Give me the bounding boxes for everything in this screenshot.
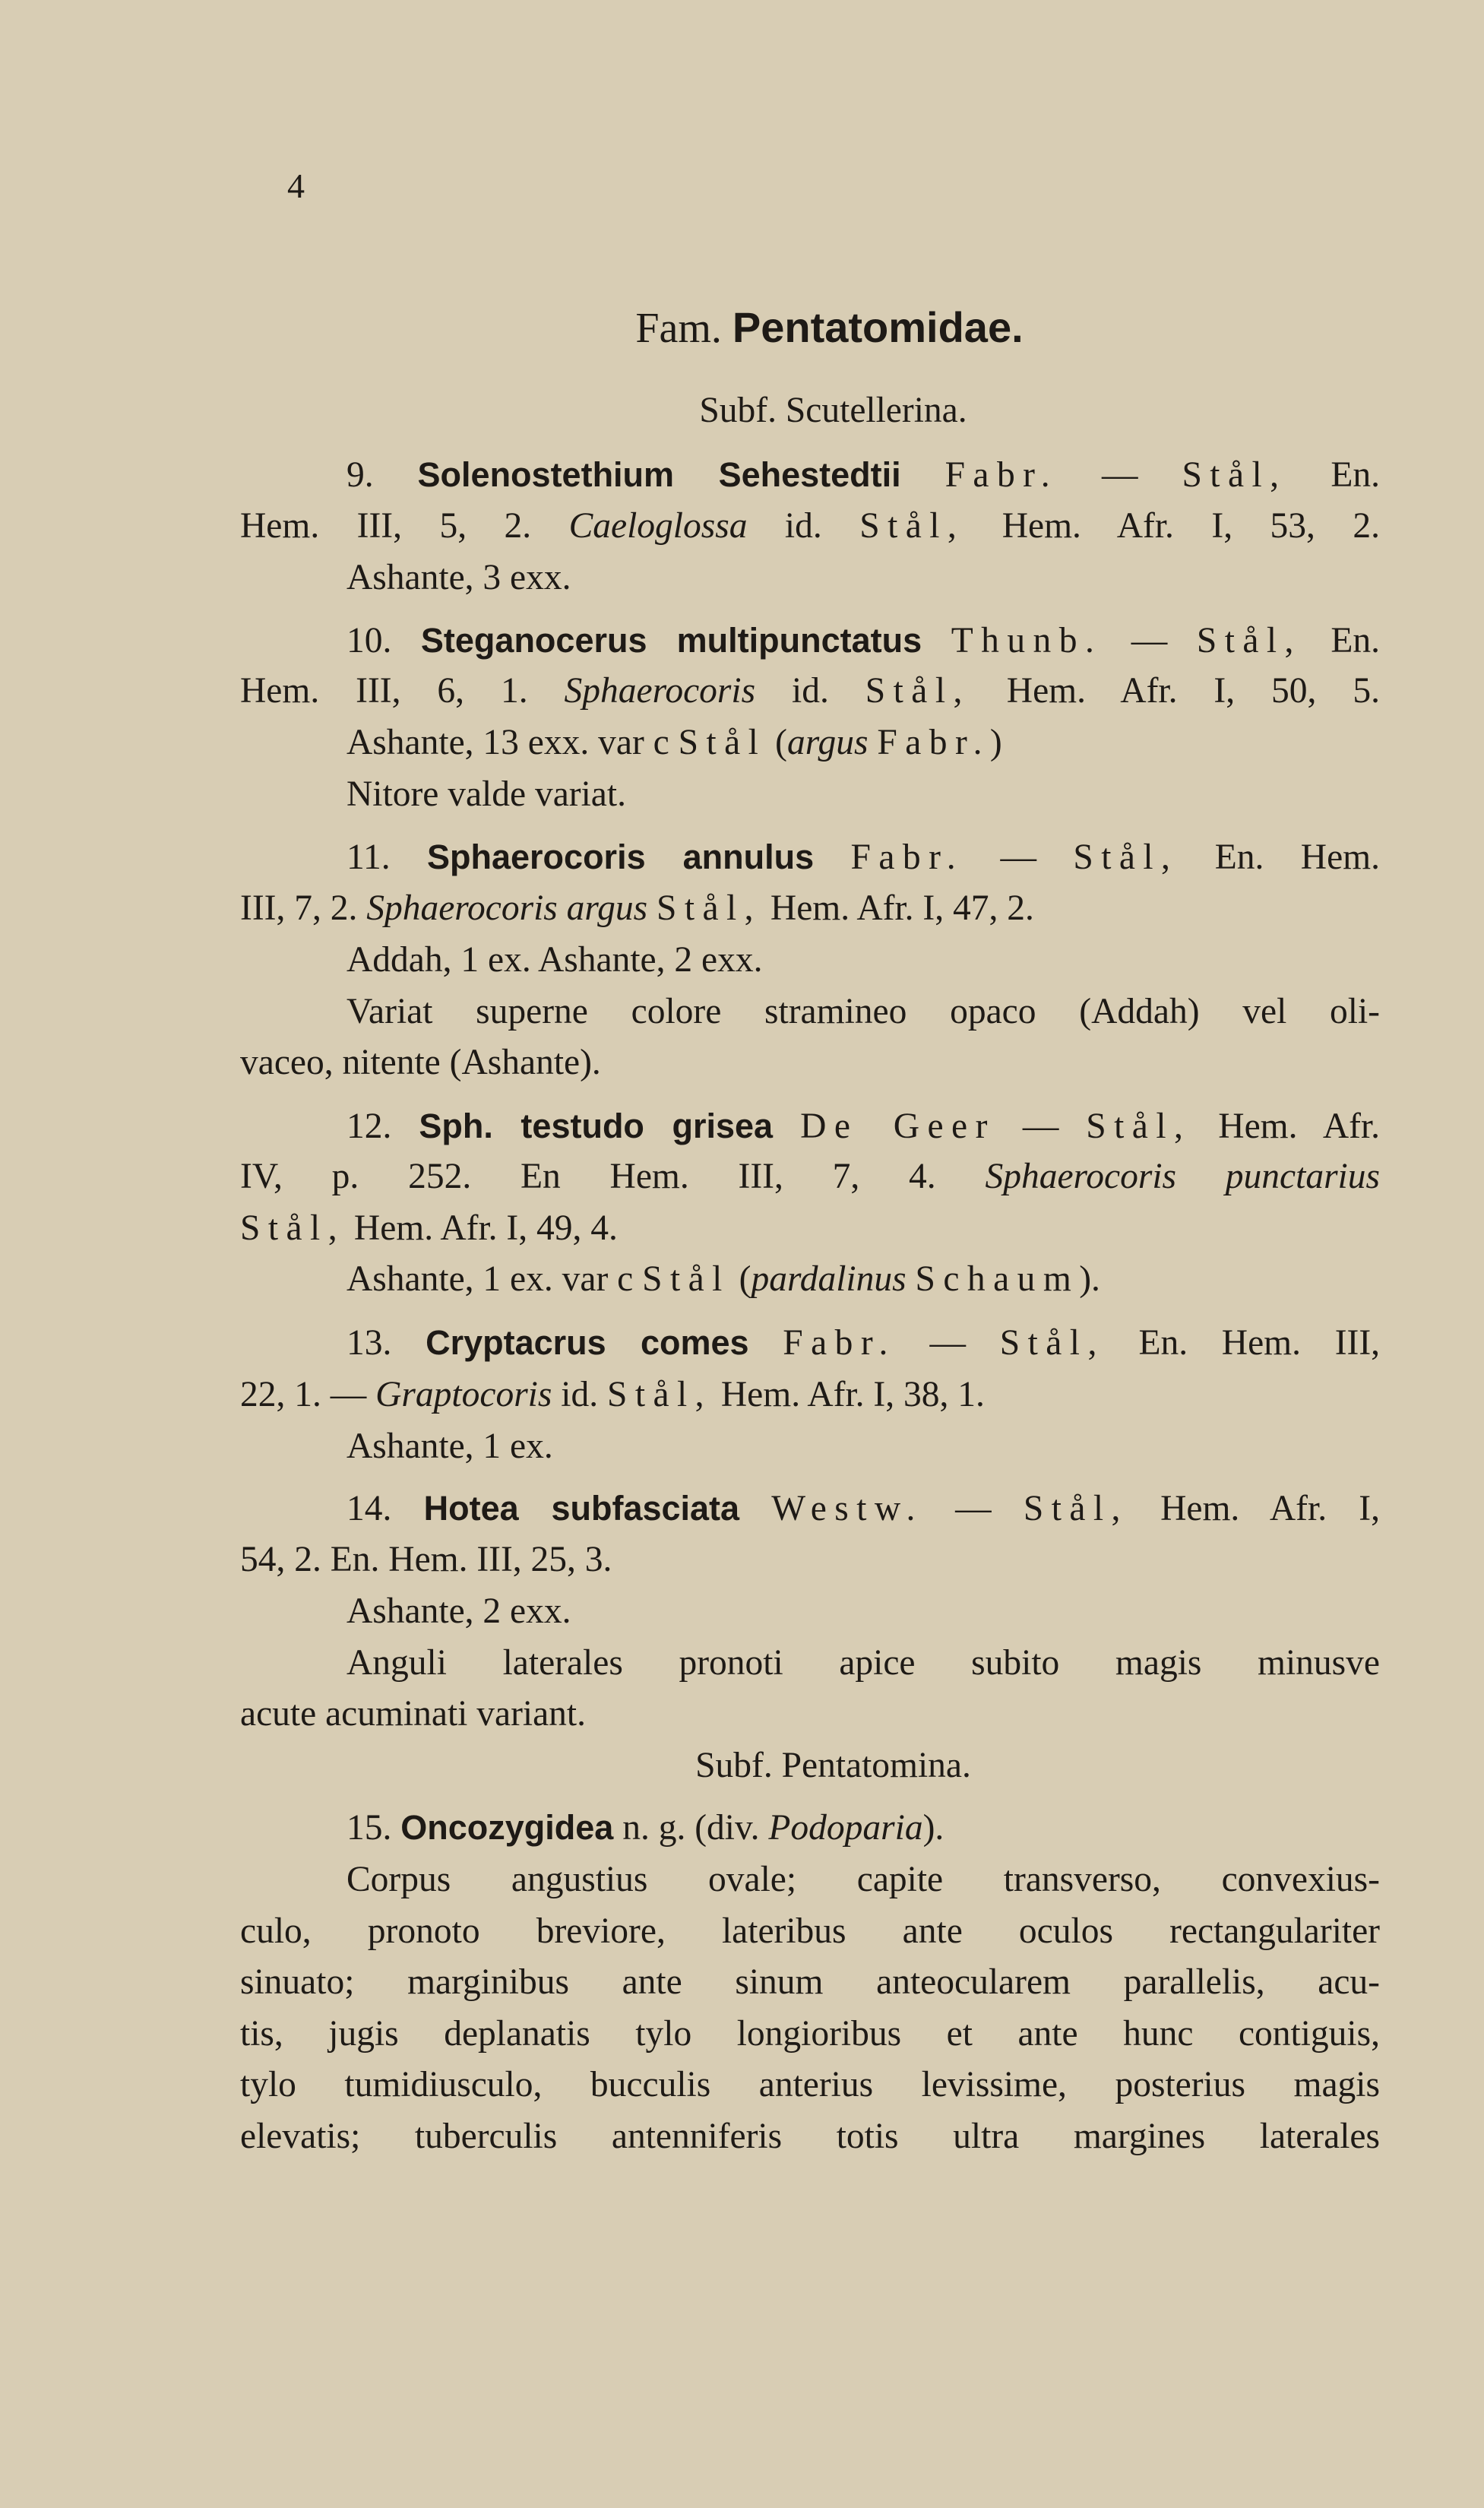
subfamily-heading-scutellerina: Subf. Scutellerina.: [699, 391, 967, 430]
text-line: 14. Hotea subfasciata Westw. — Stål, Hem. Afr. I,: [346, 1489, 1380, 1528]
author-name: Stål: [642, 1259, 730, 1299]
author-name: Stål,: [656, 888, 762, 928]
text-line: 9. Solenostethium Sehestedtii Fabr. — Stål, En.: [346, 455, 1381, 495]
family-heading: [0, 302, 1484, 353]
text-line: acute acuminati variant.: [240, 1694, 586, 1734]
author-name: Thunb.: [951, 621, 1103, 660]
text-line: 10. Steganocerus multipunctatus Thunb. — Stål, En.: [346, 621, 1381, 660]
author-name: Stål,: [999, 1323, 1105, 1363]
author-name: Stål,: [606, 1375, 712, 1414]
text-line: elevatis; tuberculis antenniferis totis ultra margines laterales: [240, 2117, 1380, 2156]
author-name: Stål,: [1073, 838, 1179, 877]
author-name: Stål,: [240, 1208, 346, 1248]
text-line: Ashante, 1 ex. var c Stål (pardalinus Schaum).: [346, 1259, 1100, 1299]
text-line: Hem. III, 5, 2. Caeloglossa id. Stål, Hem. Afr. I, 53, 2.: [240, 506, 1380, 546]
text-line: Nitore valde variat.: [346, 774, 626, 814]
species-name: Steganocerus multipunctatus: [420, 621, 922, 660]
text-line: Anguli laterales pronoti apice subito magis minusve: [346, 1643, 1380, 1683]
author-name: Fabr.: [945, 455, 1058, 495]
family-name: Pentatomidae.: [732, 303, 1024, 351]
text-line: Variat superne colore stramineo opaco (Addah) vel oli-: [346, 992, 1380, 1031]
author-name: Stål,: [1086, 1107, 1191, 1146]
species-name: pardalinus: [751, 1259, 907, 1299]
author-name: Fabr.: [877, 723, 990, 762]
genus-name: Sphaerocoris: [564, 671, 756, 711]
author-name: Stål,: [1023, 1489, 1128, 1528]
text-line: III, 7, 2. Sphaerocoris argus Stål, Hem. Afr. I, 47, 2.: [240, 888, 1034, 928]
species-name: Sphaerocoris punctarius: [985, 1157, 1380, 1196]
author-name: Fabr.: [783, 1323, 896, 1363]
author-name: Schaum: [915, 1259, 1080, 1299]
author-name: Fabr.: [850, 838, 964, 877]
genus-name: Caeloglossa: [568, 506, 748, 546]
text-line: 15. Oncozygidea n. g. (div. Podoparia).: [346, 1808, 945, 1848]
author-name: Stål,: [859, 506, 965, 546]
text-line: sinuato; marginibus ante sinum anteocularem parallelis, acu-: [240, 1962, 1380, 2002]
text-line: 11. Sphaerocoris annulus Fabr. — Stål, En. Hem.: [346, 838, 1380, 877]
division-name: Podoparia: [768, 1808, 923, 1848]
text-line: 22, 1. — Graptocoris id. Stål, Hem. Afr. I, 38, 1.: [240, 1375, 985, 1414]
text-line: Addah, 1 ex. Ashante, 2 exx.: [346, 940, 763, 980]
text-line: tis, jugis deplanatis tylo longioribus et ante hunc contiguis,: [240, 2014, 1380, 2054]
genus-name: Graptocoris: [375, 1375, 552, 1414]
text-line: vaceo, nitente (Ashante).: [240, 1043, 601, 1082]
text-line: Corpus angustius ovale; capite transverso, convexius-: [346, 1860, 1380, 1899]
species-name: argus: [787, 723, 869, 762]
text-line: culo, pronoto breviore, lateribus ante oculos rectangulariter: [240, 1911, 1380, 1951]
text-line: Ashante, 13 exx. var c Stål (argus Fabr.): [346, 723, 1002, 762]
text-line: Stål, Hem. Afr. I, 49, 4.: [240, 1208, 618, 1248]
genus-name: Oncozygidea: [400, 1808, 614, 1847]
author-name: Stål,: [865, 671, 970, 711]
species-name: Hotea subfasciata: [423, 1489, 740, 1528]
text-line: 13. Cryptacrus comes Fabr. — Stål, En. Hem. III,: [346, 1323, 1381, 1363]
text-line: 12. Sph. testudo grisea De Geer — Stål, Hem. Afr.: [346, 1107, 1381, 1146]
page-number: 4: [287, 166, 305, 205]
text-line: tylo tumidiusculo, bucculis anterius levissime, posterius magis: [240, 2065, 1380, 2104]
species-name: Sph. testudo grisea: [419, 1107, 774, 1145]
family-label: Fam.: [635, 305, 722, 352]
author-name: Westw.: [771, 1489, 923, 1528]
text-line: Hem. III, 6, 1. Sphaerocoris id. Stål, Hem. Afr. I, 50, 5.: [240, 671, 1380, 711]
species-name: Sphaerocoris argus: [366, 888, 648, 928]
text-line: Ashante, 3 exx.: [346, 558, 571, 597]
text-line: IV, p. 252. En Hem. III, 7, 4. Sphaerocoris punctarius: [240, 1157, 1380, 1196]
text-line: 54, 2. En. Hem. III, 25, 3.: [240, 1540, 612, 1579]
author-name: De Geer: [800, 1107, 995, 1146]
author-name: Stål,: [1182, 455, 1287, 495]
species-name: Solenostethium Sehestedtii: [417, 455, 901, 494]
text-line: Ashante, 1 ex.: [346, 1427, 553, 1466]
species-name: Sphaerocoris annulus: [427, 838, 815, 876]
species-name: Cryptacrus comes: [426, 1323, 749, 1362]
author-name: Stål: [678, 723, 767, 762]
author-name: Stål,: [1196, 621, 1302, 660]
subfamily-heading-pentatomina: Subf. Pentatomina.: [695, 1746, 971, 1785]
text-line: Ashante, 2 exx.: [346, 1591, 571, 1631]
